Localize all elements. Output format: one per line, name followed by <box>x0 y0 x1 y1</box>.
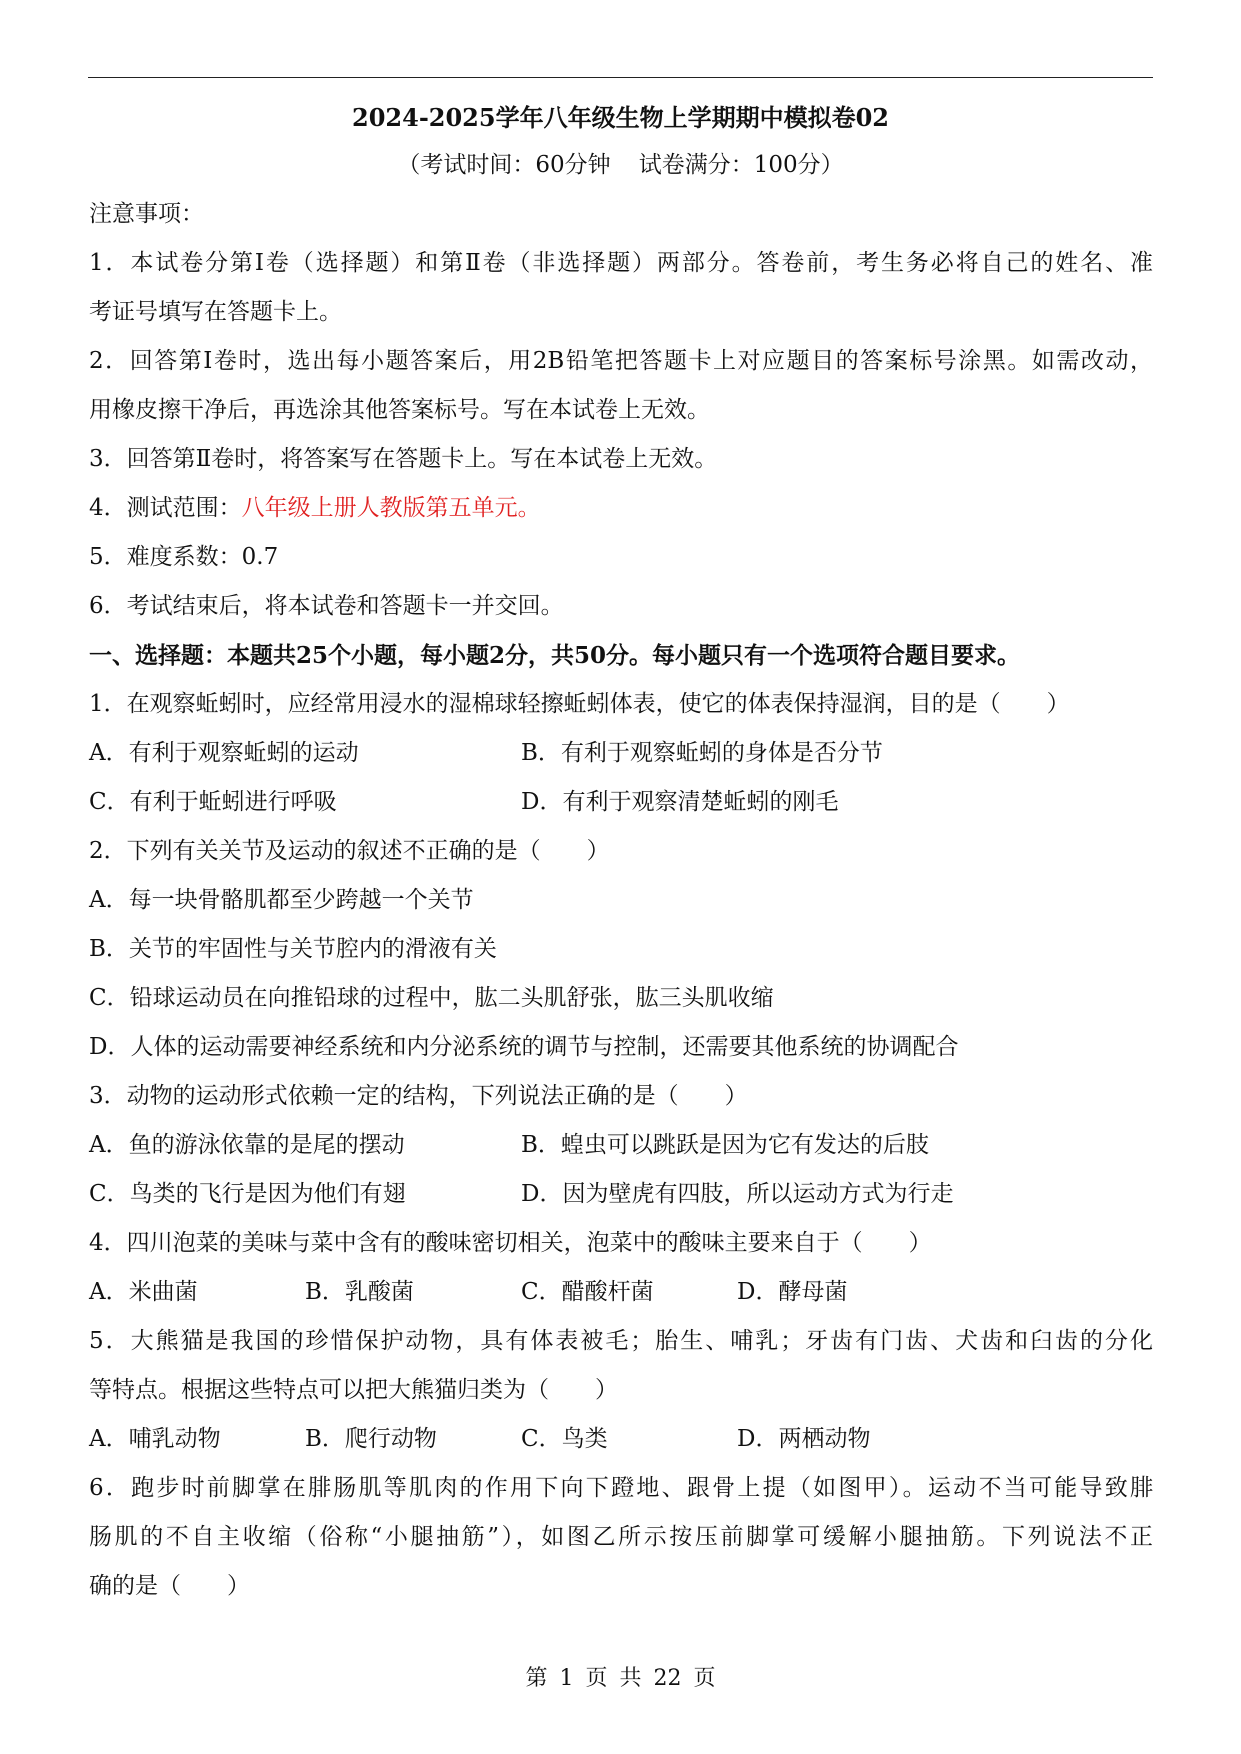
question-5-option-a: A．哺乳动物 <box>89 1426 221 1452</box>
exam-time: （考试时间：60分钟 <box>397 152 611 178</box>
question-1-options-row-2 <box>89 778 1153 827</box>
page-label: 第 <box>525 1666 548 1691</box>
notes-heading: 注意事项： <box>89 201 204 227</box>
question-2-option-a: A．每一块骨骼肌都至少跨越一个关节 <box>89 887 474 913</box>
full-score: 试卷满分：100分） <box>638 152 844 178</box>
test-scope: 八年级上册人教版第五单元。 <box>241 495 541 521</box>
question-3-stem: 3．动物的运动形式依赖一定的结构，下列说法正确的是（ ） <box>89 1083 748 1109</box>
question-1-option-b: B．有利于观察蚯蚓的身体是否分节 <box>521 740 883 766</box>
section-1-heading: 一、选择题：本题共25个小题，每小题2分，共50分。每小题只有一个选项符合题目要求。 <box>89 642 1021 669</box>
question-4-option-c: C．醋酸杆菌 <box>521 1279 654 1305</box>
note-1-line-2: 考证号填写在答题卡上。 <box>89 299 342 325</box>
question-4-option-d: D．酵母菌 <box>737 1279 848 1305</box>
header-rule <box>88 77 1153 78</box>
note-4 <box>89 484 1153 533</box>
question-3-option-c: C．鸟类的飞行是因为他们有翅 <box>89 1181 406 1207</box>
question-3-options-row-1 <box>89 1121 1153 1170</box>
total-end: 页 <box>693 1666 716 1691</box>
note-6: 6．考试结束后，将本试卷和答题卡一并交回。 <box>89 593 564 619</box>
total-pages: 22 <box>653 1666 682 1691</box>
question-4-stem: 4．四川泡菜的美味与菜中含有的酸味密切相关，泡菜中的酸味主要来自于（ ） <box>89 1230 932 1256</box>
question-5-option-b: B．爬行动物 <box>305 1426 437 1452</box>
question-5-stem-line-2: 等特点。根据这些特点可以把大熊猫归类为（ ） <box>89 1377 618 1403</box>
question-5-options <box>89 1415 1153 1464</box>
total-label: 共 <box>619 1666 642 1691</box>
question-2-option-c: C．铅球运动员在向推铅球的过程中，肱二头肌舒张，肱三头肌收缩 <box>89 985 774 1011</box>
question-6-stem-line-3: 确的是（ ） <box>89 1573 250 1599</box>
question-1-option-a: A．有利于观察蚯蚓的运动 <box>89 740 359 766</box>
page-number: 1 <box>559 1666 574 1691</box>
note-4-prefix: 4．测试范围： <box>89 495 242 521</box>
question-1-stem: 1．在观察蚯蚓时，应经常用浸水的湿棉球轻擦蚯蚓体表，使它的体表保持湿润，目的是（ ） <box>89 691 1070 717</box>
question-5-option-c: C．鸟类 <box>521 1426 608 1452</box>
question-1-option-d: D．有利于观察清楚蚯蚓的刚毛 <box>521 789 839 815</box>
question-4-option-b: B．乳酸菌 <box>305 1279 414 1305</box>
question-3-option-d: D．因为壁虎有四肢，所以运动方式为行走 <box>521 1181 954 1207</box>
note-5: 5．难度系数：0.7 <box>89 544 279 570</box>
note-1-line-1: 1．本试卷分第Ⅰ卷（选择题）和第Ⅱ卷（非选择题）两部分。答卷前，考生务必将自己的姓名、准 <box>89 250 1153 276</box>
exam-title: 2024-2025学年八年级生物上学期期中模拟卷02 <box>352 103 889 132</box>
question-6-stem-line-2: 肠肌的不自主收缩（俗称“小腿抽筋”），如图乙所示按压前脚掌可缓解小腿抽筋。下列说法不正 <box>89 1524 1153 1550</box>
question-5-option-d: D．两栖动物 <box>737 1426 871 1452</box>
question-3-options-row-2 <box>89 1170 1153 1219</box>
question-6-stem-line-1: 6．跑步时前脚掌在腓肠肌等肌肉的作用下向下蹬地、跟骨上提（如图甲）。运动不当可能导致腓 <box>89 1475 1153 1501</box>
question-1-options-row-1 <box>89 729 1153 778</box>
question-2-option-d: D．人体的运动需要神经系统和内分泌系统的调节与控制，还需要其他系统的协调配合 <box>89 1034 959 1060</box>
question-5-stem-line-1: 5．大熊猫是我国的珍惜保护动物，具有体表被毛；胎生、哺乳；牙齿有门齿、犬齿和臼齿的分化 <box>89 1328 1153 1354</box>
exam-subtitle <box>0 146 1241 179</box>
note-3: 3．回答第Ⅱ卷时，将答案写在答题卡上。写在本试卷上无效。 <box>89 446 718 472</box>
question-2-option-b: B．关节的牢固性与关节腔内的滑液有关 <box>89 936 497 962</box>
question-4-option-a: A．米曲菌 <box>89 1279 198 1305</box>
question-2-stem: 2．下列有关关节及运动的叙述不正确的是（ ） <box>89 838 610 864</box>
question-3-option-b: B．蝗虫可以跳跃是因为它有发达的后肢 <box>521 1132 929 1158</box>
question-3-option-a: A．鱼的游泳依靠的是尾的摆动 <box>89 1132 405 1158</box>
exam-body <box>89 190 1153 1611</box>
note-2-line-1: 2．回答第Ⅰ卷时，选出每小题答案后，用2B铅笔把答题卡上对应题目的答案标号涂黑。如需改动， <box>89 348 1153 374</box>
note-2-line-2: 用橡皮擦干净后，再选涂其他答案标号。写在本试卷上无效。 <box>89 397 710 423</box>
question-4-options <box>89 1268 1153 1317</box>
page-mid: 页 <box>585 1666 608 1691</box>
page-footer <box>0 1661 1241 1692</box>
question-1-option-c: C．有利于蚯蚓进行呼吸 <box>89 789 337 815</box>
